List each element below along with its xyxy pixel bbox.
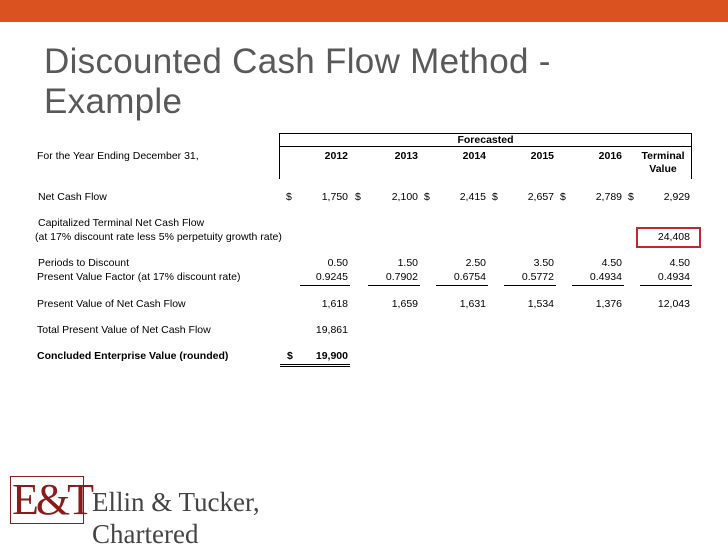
pv-cash-flow-label: Present Value of Net Cash Flow [37,298,186,310]
enterprise-value-label: Concluded Enterprise Value (rounded) [37,350,229,362]
terminal-value-highlight [636,227,701,248]
pv-factor-underline-2012 [300,285,350,286]
year-2014: 2014 [462,150,486,162]
year-2013: 2013 [394,150,418,162]
terminal-header-value: Value [649,163,677,175]
net-cash-flow-currency-2012: $ [286,191,292,203]
pv-factor-2012: 0.9245 [315,271,348,283]
pv-cash-flow-2016: 1,376 [595,298,622,310]
periods-2013: 1.50 [397,257,418,269]
net-cash-flow-terminal: 2,929 [663,191,690,203]
pv-factor-underline-2014 [436,285,488,286]
net-cash-flow-currency-2014: $ [424,191,430,203]
net-cash-flow-currency-2013: $ [355,191,361,203]
year-2015: 2015 [530,150,554,162]
slide-title: Discounted Cash Flow Method - Example [44,42,551,121]
year-2016: 2016 [598,150,622,162]
capitalized-label: Capitalized Terminal Net Cash Flow [38,217,205,229]
net-cash-flow-2015: 2,657 [527,191,554,203]
pv-factor-underline-terminal [640,285,692,286]
net-cash-flow-currency-2015: $ [492,191,498,203]
year-2012: 2012 [324,150,348,162]
net-cash-flow-2012: 1,750 [321,191,348,203]
enterprise-value-currency: $ [287,350,293,362]
year-header: For the Year Ending December 31, [37,150,199,162]
enterprise-value: 19,900 [315,350,348,362]
total-pv-label: Total Present Value of Net Cash Flow [37,324,211,336]
periods-2012: 0.50 [327,257,348,269]
pv-factor-2015: 0.5772 [521,271,554,283]
periods-terminal: 4.50 [669,257,690,269]
pv-factor-2016: 0.4934 [589,271,622,283]
pv-factor-underline-2013 [368,285,420,286]
net-cash-flow-2016: 2,789 [595,191,622,203]
net-cash-flow-currency-2016: $ [560,191,566,203]
periods-2016: 4.50 [601,257,622,269]
net-cash-flow-label: Net Cash Flow [38,191,107,203]
net-cash-flow-2014: 2,415 [459,191,486,203]
pv-cash-flow-terminal: 12,043 [657,298,690,310]
net-cash-flow-2013: 2,100 [391,191,418,203]
pv-factor-terminal: 0.4934 [657,271,690,283]
pv-cash-flow-2012: 1,618 [321,298,348,310]
top-accent-bar [0,0,728,22]
total-pv-value: 19,861 [315,324,348,336]
periods-label: Periods to Discount [38,257,130,269]
forecasted-label: Forecasted [457,134,514,146]
net-cash-flow-currency-terminal: $ [628,191,634,203]
capitalized-sublabel: (at 17% discount rate less 5% perpetuity growth rate) [35,231,282,243]
pv-cash-flow-2013: 1,659 [391,298,418,310]
pv-cash-flow-2015: 1,534 [527,298,554,310]
logo-company-name: Ellin & Tucker, Chartered [92,487,260,549]
periods-2015: 3.50 [533,257,554,269]
company-logo [8,474,348,549]
pv-factor-2013: 0.7902 [385,271,418,283]
pv-factor-label: Present Value Factor (at 17% discount rate) [37,271,241,283]
logo-mark [8,474,91,526]
periods-2014: 2.50 [465,257,486,269]
logo-mark-text: E&T [12,475,91,524]
enterprise-value-double-underline [280,364,350,367]
capitalized-terminal-value: 24,408 [657,231,690,243]
pv-factor-underline-2015 [504,285,556,286]
pv-cash-flow-2014: 1,631 [459,298,486,310]
terminal-header: Terminal [641,150,685,162]
pv-factor-underline-2016 [572,285,624,286]
pv-factor-2014: 0.6754 [453,271,486,283]
